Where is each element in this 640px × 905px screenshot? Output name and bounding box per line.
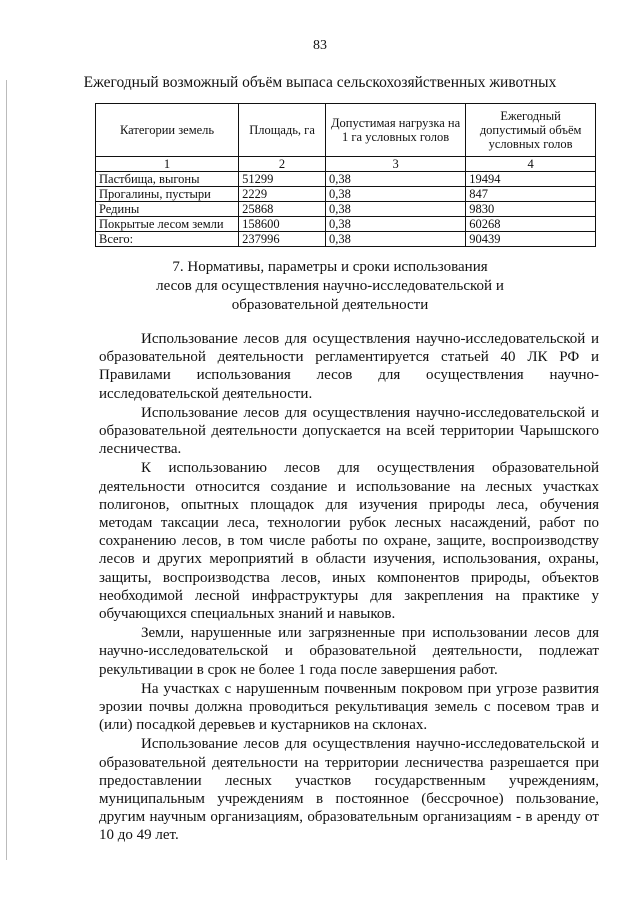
section-heading-line: образовательной деятельности (231, 297, 429, 313)
paragraph: Использование лесов для осуществления научно-исследовательской и образовательной деятельности допускается на всей территории Чарышского лесничества. (99, 404, 599, 458)
table-cell: 51299 (239, 172, 326, 187)
column-number-row (96, 157, 596, 172)
paragraph: На участках с нарушенным почвенным покровом при угрозе развития эрозии почвы должна проводиться рекультивация земель с посевом трав и (или) посадкой деревьев и кустарников на склонах. (99, 680, 599, 734)
table-cell: Всего: (96, 232, 239, 247)
column-number: 4 (466, 157, 596, 172)
column-number: 1 (96, 157, 239, 172)
table-cell: 2229 (239, 187, 326, 202)
paragraph: Использование лесов для осуществления научно-исследовательской и образовательной деятельности на территории лесничества разрешается при предоставлении лесных участков государственным учреждениям, муниципальным учреждениям в постоянное (бессрочное) пользование, другим научным организациям, образовательным организациям - в аренду от 10 до 49 лет. (99, 736, 599, 844)
table-cell: 0,38 (325, 217, 465, 232)
table-cell: 0,38 (325, 172, 465, 187)
grazing-table (95, 103, 596, 247)
column-number: 2 (239, 157, 326, 172)
section-heading-line: лесов для осуществления научно-исследовательской и (156, 278, 504, 294)
table-cell: Покрытые лесом земли (96, 217, 239, 232)
header-annual-volume: Ежегодный допустимый объём условных голов (466, 104, 596, 157)
table-cell: 158600 (239, 217, 326, 232)
table-row (96, 217, 596, 232)
body-text (99, 330, 599, 846)
table-cell: Редины (96, 202, 239, 217)
table-cell: Пастбища, выгоны (96, 172, 239, 187)
table-cell: 0,38 (325, 202, 465, 217)
header-area: Площадь, га (239, 104, 326, 157)
table-cell: 9830 (466, 202, 596, 217)
header-load-per-ha: Допустимая нагрузка на 1 га условных голов (325, 104, 465, 157)
paragraph: Земли, нарушенные или загрязненные при использовании лесов для научно-исследовательской и образовательной деятельности, подлежат рекультивации в срок не более 1 года после завершения работ. (99, 625, 599, 678)
table-row (96, 172, 596, 187)
page-number: 83 (313, 38, 327, 53)
header-land-category: Категории земель (96, 104, 239, 157)
table-title: Ежегодный возможный объём выпаса сельскохозяйственных животных (83, 74, 557, 91)
section-heading (120, 258, 540, 315)
table-cell: 0,38 (325, 187, 465, 202)
table-row (96, 187, 596, 202)
table-cell: 237996 (239, 232, 326, 247)
table-total-row (96, 232, 596, 247)
table-cell: 0,38 (325, 232, 465, 247)
column-number: 3 (325, 157, 465, 172)
section-heading-line: 7. Нормативы, параметры и сроки использования (172, 259, 488, 275)
paragraph: Использование лесов для осуществления научно-исследовательской и образовательной деятельности регламентируется статьей 40 ЛК РФ и Правилами использования лесов для осуществления научно-исследовательской деятельности. (99, 331, 599, 402)
paragraph: К использованию лесов для осуществления образовательной деятельности относится создание и использование на лесных участках полигонов, опытных площадок для изучения природы леса, обучения методам таксации леса, технологии рубок лесных насаждений, работ по сохранению лесов, в том числе работы по охране, защите, воспроизводству лесов и других мероприятий в области изучения, использования, охраны, защиты, воспроизводства лесов, иных компонентов природы, объектов необходимой лесной инфраструктуры для закрепления на практике у обучающихся специальных знаний и навыков. (99, 460, 599, 623)
table-cell: 19494 (466, 172, 596, 187)
table-cell: 25868 (239, 202, 326, 217)
table-cell: 847 (466, 187, 596, 202)
table-cell: 60268 (466, 217, 596, 232)
table-cell: Прогалины, пустыри (96, 187, 239, 202)
scan-edge-line (6, 80, 7, 860)
table-cell: 90439 (466, 232, 596, 247)
table-header-row (96, 104, 596, 157)
table-row (96, 202, 596, 217)
